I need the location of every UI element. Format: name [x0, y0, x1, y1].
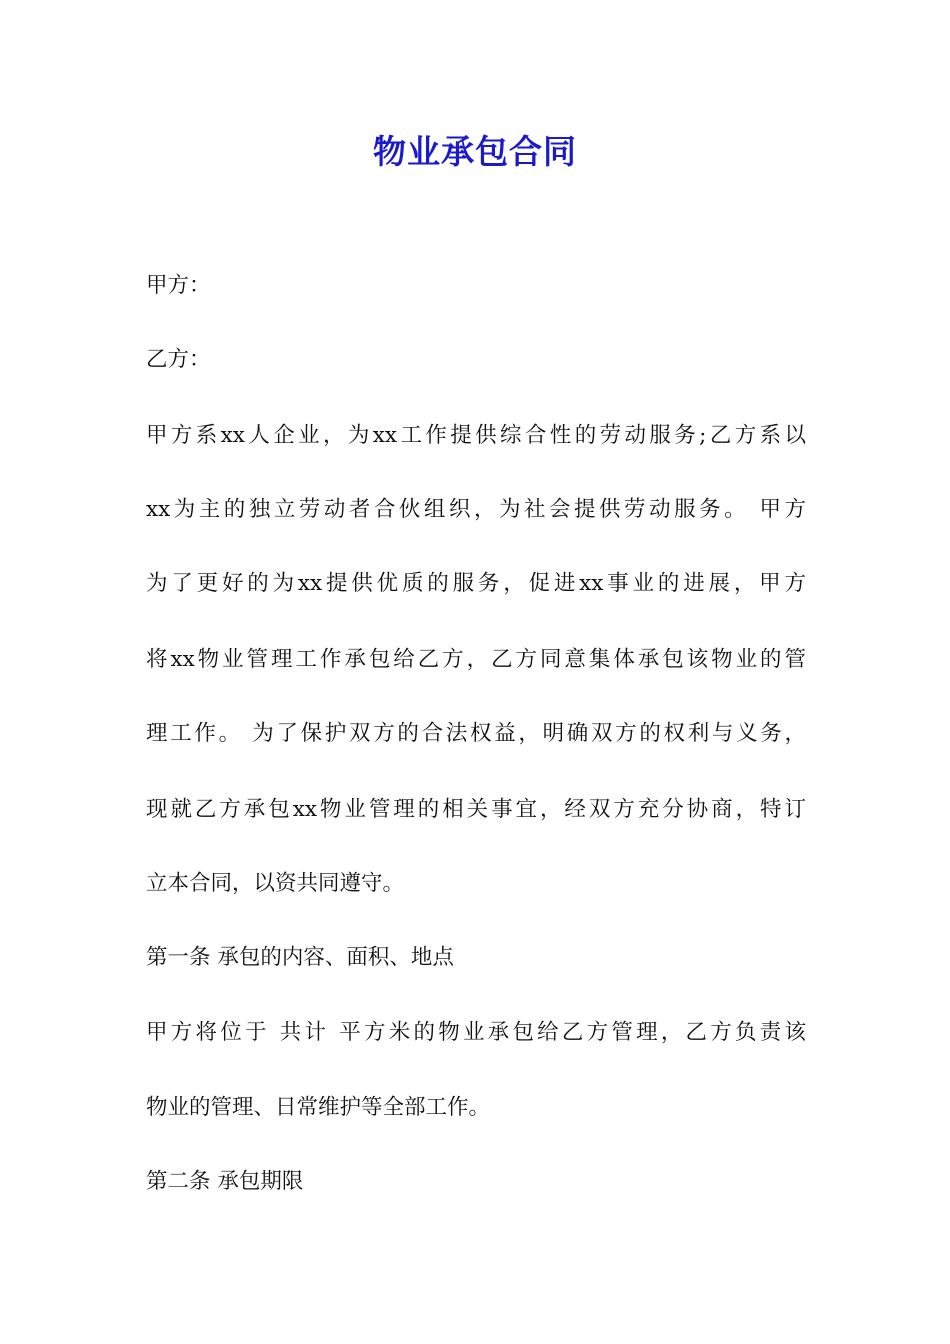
party-b-line: 乙方：	[146, 347, 211, 372]
article-1-text-line: 物业的管理、日常维护等全部工作。	[146, 1095, 491, 1120]
body-paragraph-line: 为了更好的为xx提供优质的服务，促进xx事业的进展，甲方	[146, 571, 806, 596]
article-2-heading: 第二条 承包期限	[146, 1169, 304, 1194]
article-1-text-line: 甲方将位于 共计 平方米的物业承包给乙方管理，乙方负责该	[146, 1020, 806, 1045]
article-1-heading: 第一条 承包的内容、面积、地点	[146, 945, 454, 970]
party-a-line: 甲方：	[146, 273, 211, 298]
body-paragraph-line: 理工作。 为了保护双方的合法权益，明确双方的权利与义务，	[146, 721, 806, 746]
body-paragraph-line: 现就乙方承包xx物业管理的相关事宜，经双方充分协商，特订	[146, 797, 806, 822]
body-paragraph-line: 将xx物业管理工作承包给乙方，乙方同意集体承包该物业的管	[146, 647, 806, 672]
document-title: 物业承包合同	[373, 132, 577, 171]
body-paragraph-line: 立本合同，以资共同遵守。	[146, 871, 405, 896]
body-paragraph-line: xx为主的独立劳动者合伙组织，为社会提供劳动服务。 甲方	[146, 497, 806, 522]
body-paragraph-line: 甲方系xx人企业，为xx工作提供综合性的劳动服务;乙方系以	[146, 423, 806, 448]
